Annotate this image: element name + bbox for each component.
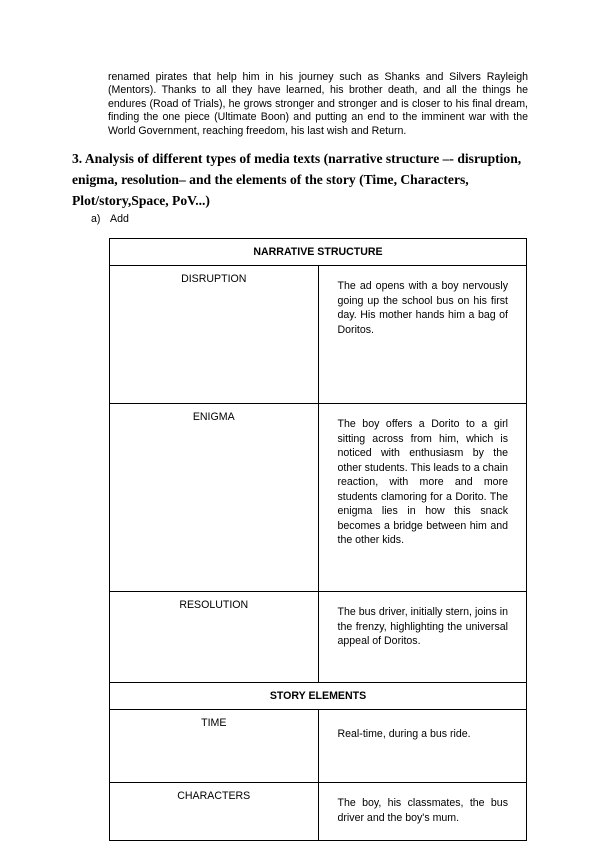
row-label-characters: CHARACTERS: [110, 783, 319, 841]
list-marker: a): [91, 213, 101, 225]
table-row: [110, 404, 527, 592]
story-elements-header: STORY ELEMENTS: [110, 683, 527, 710]
table-row: [110, 266, 527, 404]
row-label-enigma: ENIGMA: [110, 404, 319, 592]
row-text-resolution: The bus driver, initially stern, joins in the frenzy, highlighting the universal appeal of Doritos.: [318, 592, 527, 683]
table-row: [110, 710, 527, 783]
list-item: [91, 213, 129, 225]
list-item-text: Add: [110, 213, 129, 225]
table-header-row: [110, 683, 527, 710]
narrative-table: [109, 238, 527, 841]
row-text-time: Real-time, during a bus ride.: [318, 710, 527, 783]
row-label-time: TIME: [110, 710, 319, 783]
row-text-characters: The boy, his classmates, the bus driver and the boy's mum.: [318, 783, 527, 841]
table-row: [110, 592, 527, 683]
row-text-enigma: The boy offers a Dorito to a girl sitting across from him, which is noticed with enthusiasm by the other students. This leads to a chain reaction, with more and more students clamoring for a Dorito. The enigma lies in how this snack becomes a bridge between him and the other kids.: [318, 404, 527, 592]
table-header-row: [110, 239, 527, 266]
intro-paragraph: renamed pirates that help him in his journey such as Shanks and Silvers Rayleigh (Mentors). Thanks to all they have learned, his brother death, and all the things he endures (Road of Trials), he grows stronger and stronger and is closer to his final dream, finding the one piece (Ultimate Boon) and putting an end to the imminent war with the World Government, reaching freedom, his last wish and Return.: [108, 71, 528, 137]
row-text-disruption: The ad opens with a boy nervously going up the school bus on his first day. His mother hands him a bag of Doritos.: [318, 266, 527, 404]
table-row: [110, 783, 527, 841]
row-label-resolution: RESOLUTION: [110, 592, 319, 683]
narrative-structure-header: NARRATIVE STRUCTURE: [110, 239, 527, 266]
section-heading: 3. Analysis of different types of media texts (narrative structure –- disruption, enigma, resolution– and the elements of the story (Time, Characters, Plot/story,Space, PoV...): [72, 151, 522, 208]
row-label-disruption: DISRUPTION: [110, 266, 319, 404]
